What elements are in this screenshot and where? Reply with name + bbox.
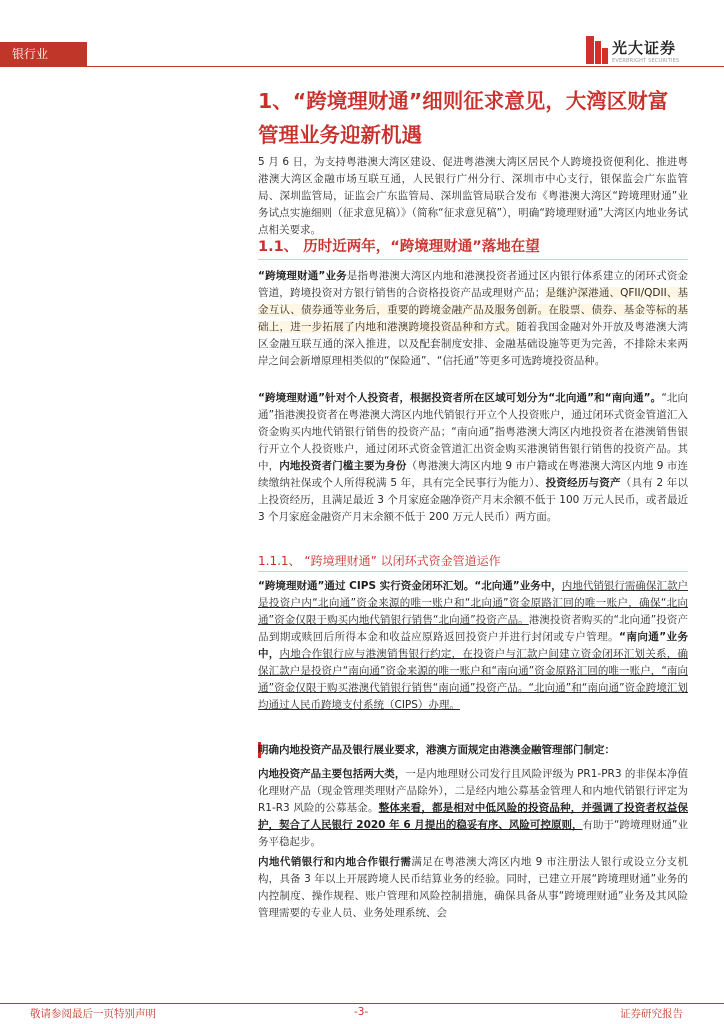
p2-tail: （具有 2 年以上投资经历，且满足最近 3 个月家庭金融净资产月末余额不低于 100 万元人民币，或者最近 3 个月家庭金融资产月末余额不低于 200 万元人民币）两方面。 (258, 477, 689, 523)
logo-name: 光大证券 (612, 39, 677, 57)
header-divider (0, 66, 724, 67)
p2-identity: （粤港澳大湾区内地 9 市户籍或在粤港澳大湾区内地 9 市连续缴纳社保或个人所得税满 5 年，具有完全民事行为能力）、 (258, 460, 689, 489)
product-requirements-lead: 明确内地投资产品及银行展业要求，港澳方面规定由港澳金融管理部门制定： (258, 744, 615, 756)
section-1-1-divider (258, 259, 688, 260)
footer-divider (0, 1003, 724, 1004)
southbound-rule: 内地合作银行应与港澳销售银行约定，在投资户与汇款户间建立资金闭环汇划关系，确保汇款户是投资户“南向通”资金来源的唯一账户和“南向通”资金原路汇回的唯一账户，“南向通”资金仅限于购买港澳代销银行销售“南向通”投资产品。 (258, 648, 689, 694)
section-1-title: 1、“跨境理财通”细则征求意见，大湾区财富管理业务迎新机遇 (258, 89, 669, 147)
p1-tail: 随着我国金融对外开放及粤港澳大湾区金融互联互通的深入推进，以及配套制度安排、金融基础设施等更为完善，不排除未来两岸之间会新增原理相类似的“保险通”、“信托通”等更多可选跨境投资品种。 (258, 321, 689, 367)
section-1-1-1-paragraph-3 (258, 766, 688, 851)
bank-requirements-body: 满足在粤港澳大湾区内地 9 市注册法人银行或设立分支机构，具备 3 年以上开展跨境人民币结算业务的经验。同时，已建立开展“跨境理财通”业务的内控制度、操作规程、账户管理和风险控制措施，确保具备从事“跨境理财通”业务及其风险管理需要的专业人员、业务处理系统、会 (258, 856, 689, 919)
section-1-1-paragraph-2 (258, 390, 688, 526)
logo-subtitle: EVERBRIGHT SECURITIES (612, 58, 680, 64)
product-types-lead: 内地投资产品主要包括两大类， (258, 768, 406, 780)
cips-rule: “北向通”和“南向通”资金跨境汇划均通过人民币跨境支付系统（CIPS）办理。 (258, 682, 688, 711)
product-types-body: 一是内地理财公司发行且风险评级为 PR1-PR3 的非保本净值化理财产品（现金管理类理财产品除外），二是经内地公募基金管理人和内地代销银行评定为 R1-R3 风险的公募基金。 (258, 768, 688, 814)
p2-lead: “跨境理财通”针对个人投资者，根据投资者所在区域可划分为“北向通”和“南向通”。 (258, 392, 662, 404)
p1-body: 是指粤港澳大湾区内地和港澳投资者通过区内银行体系建立的闭环式资金管道，跨境投资对方银行销售的合资格投资产品或理财产品； (258, 270, 688, 299)
company-logo (586, 36, 704, 70)
bank-requirements-lead: 内地代销银行和内地合作银行需 (258, 856, 412, 868)
section-1-intro: 5 月 6 日，为支持粤港澳大湾区建设、促进粤港澳大湾区居民个人跨境投资便利化、推进粤港澳大湾区金融市场互联互通，人民银行广州分行、深圳市中心支行，银保监会广东监管局、深圳监管局，证监会广东监管局、深圳监管局联合发布《粤港澳大湾区“跨境理财通”业务试点实施细则（征求意见稿）》（简称“征求意见稿”），明确“跨境理财通”大湾区内地业务试点相关要求。 (258, 156, 688, 236)
product-types-tail: 有助于“跨境理财通”业务平稳起步。 (258, 819, 688, 848)
footer-disclaimer: 敬请参阅最后一页特别声明 (30, 1008, 156, 1020)
p2-threshold: 内地投资者门槛主要为身份 (279, 460, 407, 472)
section-1-1-paragraph-1 (258, 268, 688, 370)
section-1-1-1-paragraph-4 (258, 854, 688, 922)
p2-experience: 投资经历与资产 (545, 477, 621, 489)
p2-body: “北向通”指港澳投资者在粤港澳大湾区内地代销银行开立个人投资账户，通过闭环式资金管道汇入资金购买内地代销银行销售的投资产品；“南向通”指粤港澳大湾区内地投资者在港澳销售银行开立个人投资账户，通过闭环式资金管道汇出资金购买港澳销售银行销售的投资产品。其中， (258, 392, 688, 472)
page-number: -3- (354, 1006, 369, 1018)
footer-report-type: 证券研究报告 (620, 1008, 683, 1020)
section-1-1-title: 1.1、 历时近两年，“跨境理财通”落地在望 (258, 239, 540, 255)
northbound-body: 港澳投资者购买的“北向通”投资产品到期或赎回后所得本金和收益应原路返回投资户并进行封闭或专户管理。 (258, 614, 688, 643)
p1-highlight: 是继沪深港通、QFII/QDII、基金互认、债券通等业务后，重要的跨境金融产品及服务创新。在股票、债券、基金等标的基础上，进一步拓展了内地和港澳跨境投资品种和方式。 (258, 287, 689, 333)
section-1-1-1-paragraph-1 (258, 578, 688, 714)
cips-lead: “跨境理财通”通过 CIPS 实行资金闭环汇划。“北向通”业务中， (258, 580, 562, 592)
section-1-1-1-title: 1.1.1、 “跨境理财通” 以闭环式资金管道运作 (258, 554, 501, 568)
section-tag: 银行业 (0, 42, 87, 66)
term-cross-border-wm: “跨境理财通”业务 (258, 270, 347, 282)
logo-mark-icon (586, 36, 608, 64)
southbound-lead: “南向通”业务中， (258, 631, 688, 660)
northbound-rule: 内地代销银行需确保汇款户是投资户内“北向通”资金来源的唯一账户和“北向通”资金原路汇回的唯一账户，确保“北向通”资金仅限于购买内地代销银行销售“北向通”投资产品。 (258, 580, 688, 626)
section-1-1-1-paragraph-2 (258, 742, 688, 759)
risk-summary: 整体来看，都是相对中低风险的投资品种，并强调了投资者权益保护，契合了人民银行 2020 年 6 月提出的稳妥有序、风险可控原则， (258, 802, 688, 831)
section-1-1-1-divider (258, 571, 688, 572)
